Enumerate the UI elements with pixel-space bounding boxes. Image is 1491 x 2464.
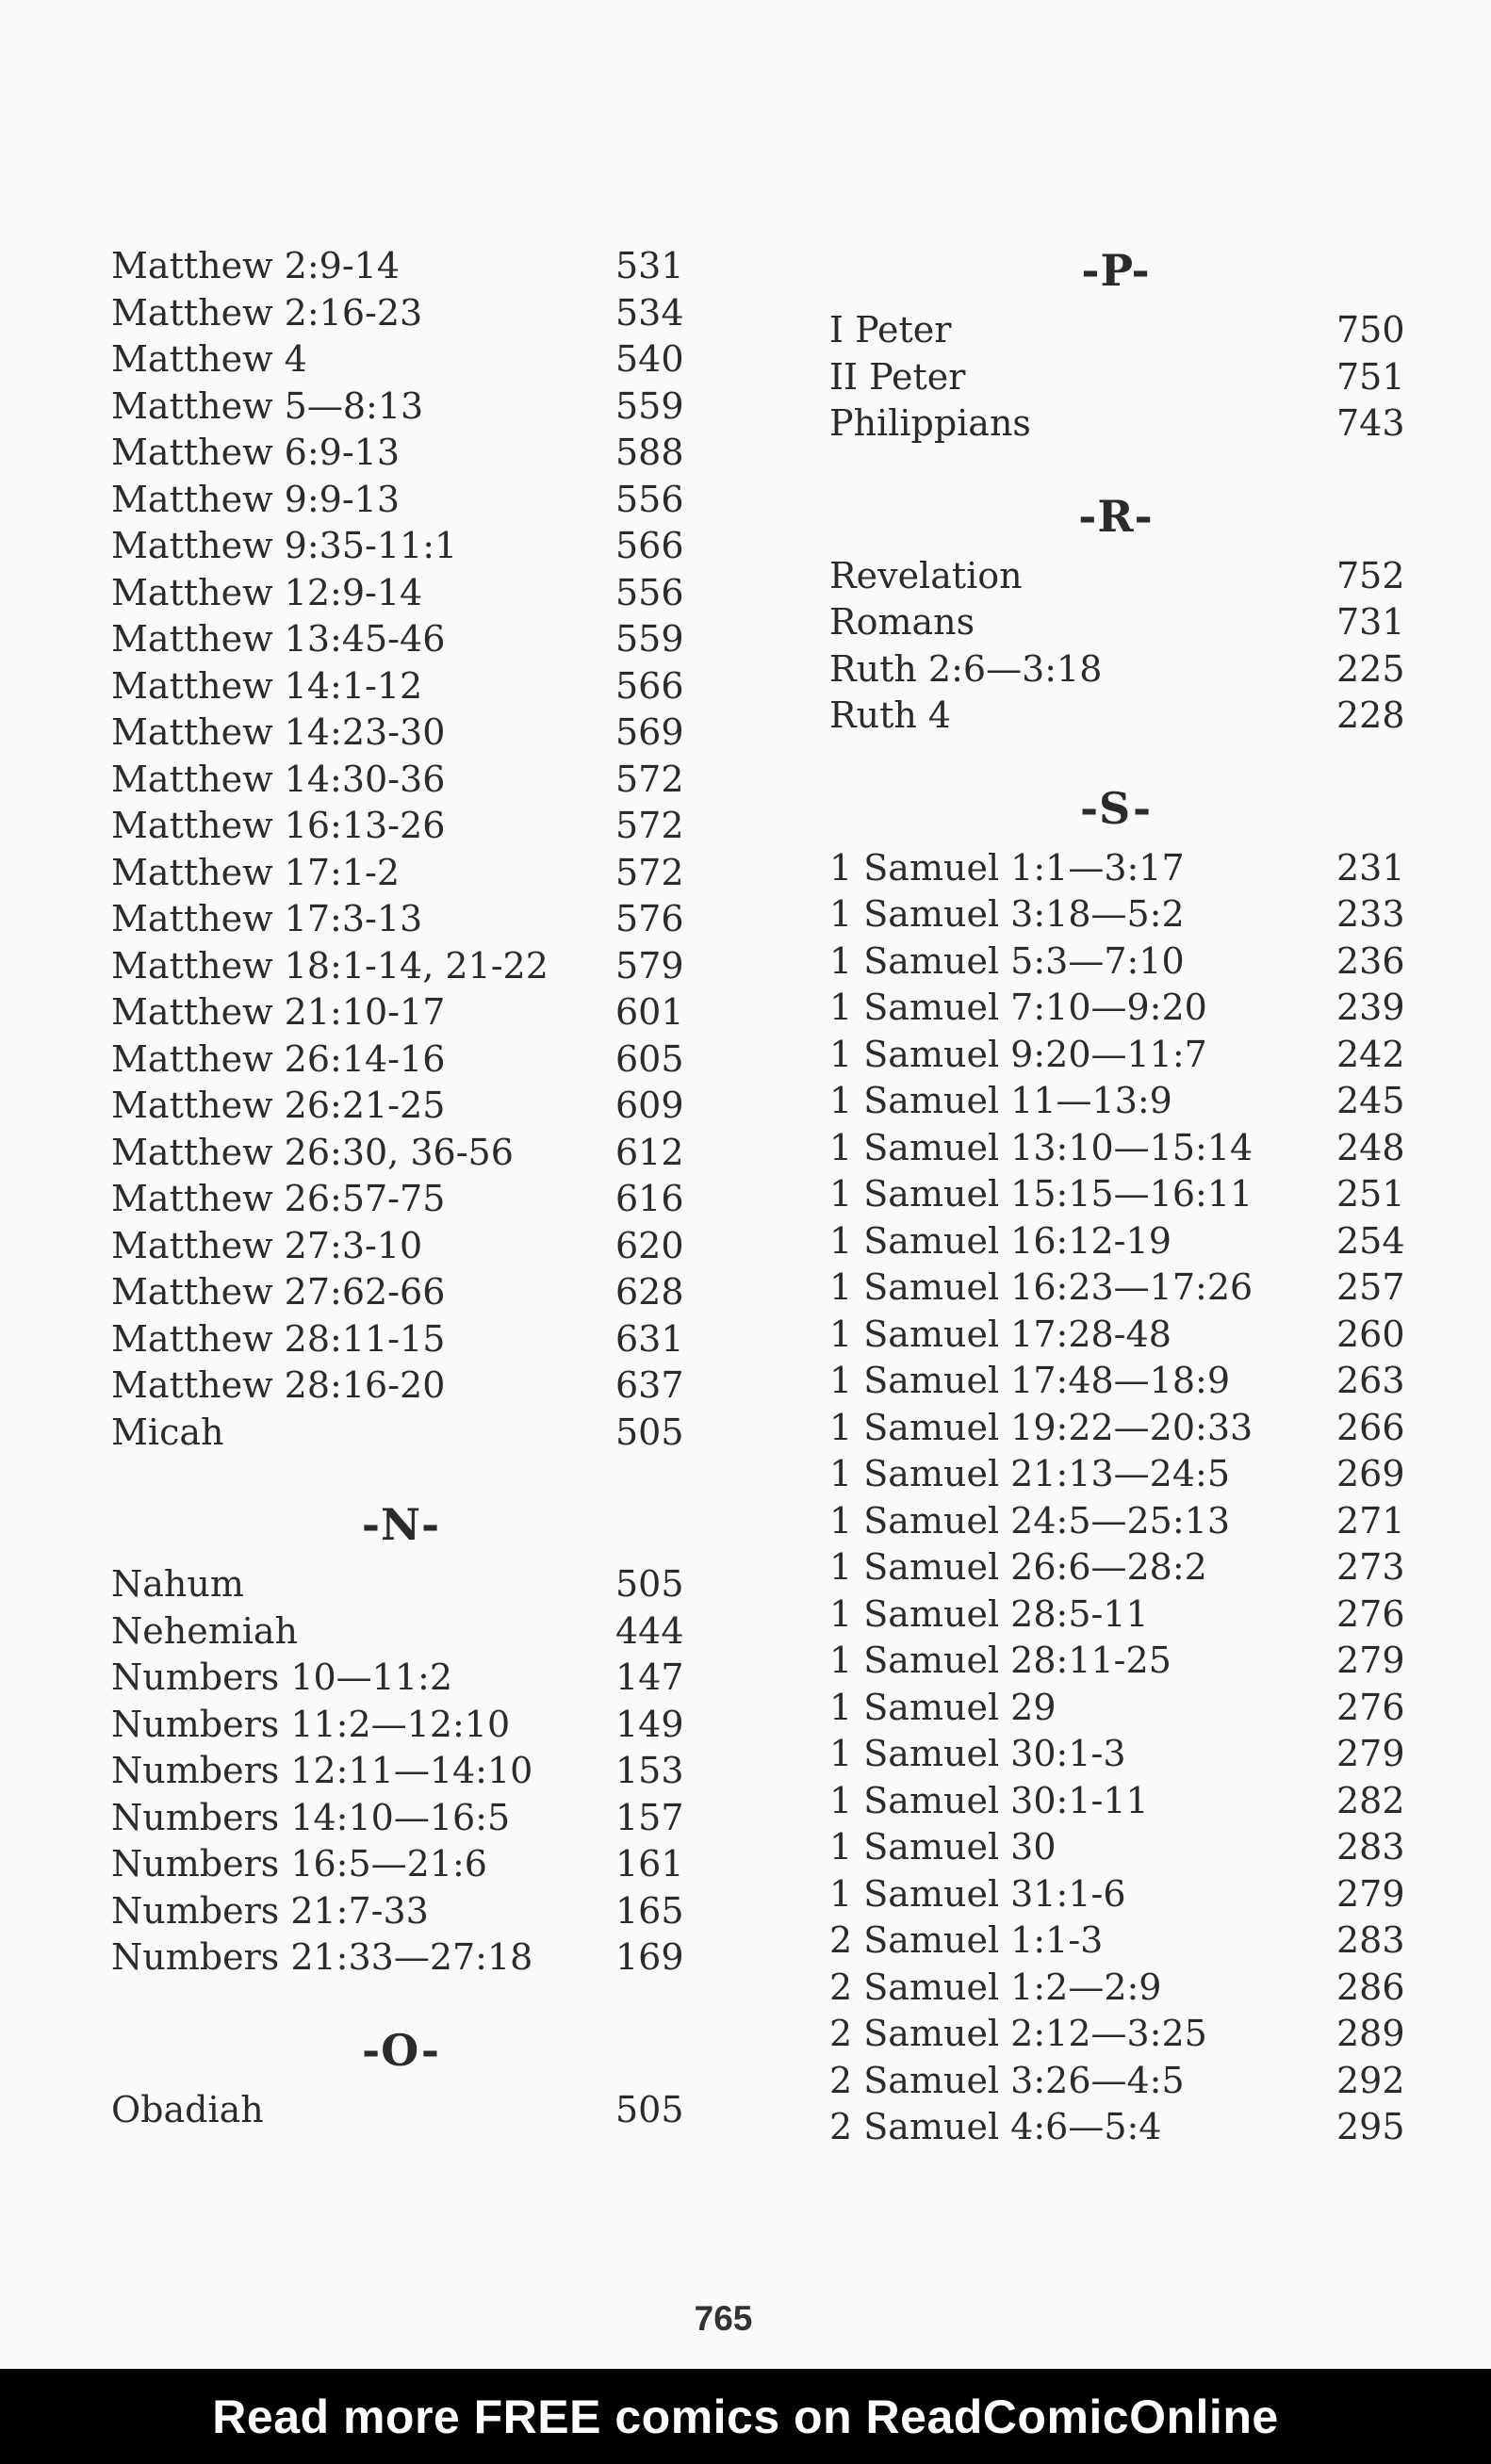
entry-page-number: 242 [1336,1033,1405,1075]
entry-page-number: 286 [1336,1966,1405,2008]
entry-reference: I Peter [829,309,952,351]
section-gap [829,448,1402,489]
entry-reference: Matthew 17:3-13 [111,898,423,939]
index-entry [829,307,1405,354]
entry-reference: Matthew 26:21-25 [111,1085,446,1126]
entry-reference: Matthew 27:62-66 [111,1271,446,1313]
entry-reference: Romans [829,601,975,643]
index-entry [111,896,691,943]
page-number: 765 [694,2299,753,2338]
index-entry [111,710,691,757]
entry-page-number: 149 [615,1703,684,1745]
entry-reference: Matthew 2:9-14 [111,245,401,286]
index-entry [111,243,691,290]
entry-page-number: 556 [615,478,684,520]
index-entry [829,553,1405,600]
entry-page-number: 276 [1336,1592,1405,1635]
section-heading-n: -N- [361,1499,441,1550]
entry-page-number: 569 [615,711,684,753]
entry-reference: Matthew 14:1-12 [111,664,423,707]
entry-page-number: 231 [1336,846,1405,889]
entry-reference: Matthew 21:10-17 [111,991,446,1033]
index-entry [111,1934,691,1982]
entry-reference: Ruth 2:6—3:18 [829,647,1103,690]
section-heading-o: -O- [362,2024,440,2076]
entry-page-number: 750 [1336,309,1405,351]
index-entry [111,1410,691,1457]
entry-reference: Numbers 21:33—27:18 [111,1936,533,1978]
entry-page-number: 279 [1336,1872,1405,1915]
entry-page-number: 257 [1336,1266,1405,1308]
entry-page-number: 245 [1336,1080,1405,1121]
entry-reference: Matthew 14:23-30 [111,711,446,753]
index-entry [111,290,691,337]
index-entry [829,1265,1405,1312]
entry-page-number: 283 [1336,1826,1405,1868]
entry-page-number: 588 [615,432,684,473]
entry-reference: 1 Samuel 17:28-48 [829,1313,1172,1355]
entry-reference: 1 Samuel 28:11-25 [829,1640,1172,1681]
entry-reference: Matthew 4 [111,338,307,380]
entry-page-number: 601 [615,991,684,1033]
entry-reference: 1 Samuel 15:15—16:11 [829,1173,1253,1215]
s-entries-list [829,845,1405,2151]
heading-gap [829,836,1402,845]
index-entry [829,1032,1405,1079]
entry-page-number: 572 [615,805,684,846]
entry-page-number: 273 [1336,1546,1405,1588]
entry-reference: Matthew 28:16-20 [111,1364,446,1406]
entry-page-number: 559 [615,384,684,427]
index-entry [111,1223,691,1270]
entry-page-number: 295 [1336,2106,1405,2147]
index-entry [829,693,1405,740]
entry-reference: Nehemiah [111,1609,299,1652]
entry-page-number: 531 [615,245,684,286]
index-entry [829,1312,1405,1359]
entry-reference: 1 Samuel 19:22—20:33 [829,1406,1253,1448]
index-entry [829,1917,1405,1965]
entry-reference: Matthew 26:57-75 [111,1178,446,1219]
index-entry [111,1083,691,1130]
section-heading-p: -P- [1081,245,1151,296]
entry-page-number: 225 [1336,647,1405,690]
index-entry [829,1451,1405,1498]
index-entry [829,2104,1405,2151]
index-entry [829,1778,1405,1825]
index-entry [829,1685,1405,1732]
entry-reference: 1 Samuel 24:5—25:13 [829,1499,1231,1542]
entry-reference: Philippians [829,402,1031,444]
entry-page-number: 269 [1336,1453,1405,1494]
entry-reference: Numbers 21:7-33 [111,1889,429,1932]
index-entry [829,891,1405,938]
entry-page-number: 751 [1336,355,1405,398]
o-entries-list [111,2087,691,2134]
index-entry [111,1841,691,1888]
entry-reference: Matthew 6:9-13 [111,432,401,473]
entry-reference: Matthew 13:45-46 [111,618,446,660]
entry-page-number: 228 [1336,694,1405,736]
entry-page-number: 276 [1336,1686,1405,1728]
entry-page-number: 566 [615,664,684,707]
entry-page-number: 556 [615,571,684,613]
index-entry [829,1638,1405,1685]
index-entry [829,2058,1405,2105]
index-entry [829,1965,1405,2012]
index-entry [111,1702,691,1749]
index-entry [111,1608,691,1656]
entry-reference: Micah [111,1411,224,1453]
entry-reference: 1 Samuel 13:10—15:14 [829,1126,1253,1168]
entry-page-number: 239 [1336,987,1405,1028]
index-entry [829,1171,1405,1218]
entry-page-number: 233 [1336,893,1405,935]
index-entry [111,1036,691,1084]
r-entries-list [829,553,1405,740]
entry-page-number: 292 [1336,2059,1405,2101]
entry-reference: 1 Samuel 7:10—9:20 [829,987,1207,1028]
index-entry [111,803,691,850]
entry-reference: Matthew 9:35-11:1 [111,525,458,566]
entry-page-number: 540 [615,338,684,380]
entry-reference: 1 Samuel 30:1-3 [829,1733,1126,1774]
index-entry [829,845,1405,892]
entry-page-number: 165 [615,1889,684,1932]
index-entry [829,938,1405,986]
entry-reference: Matthew 27:3-10 [111,1224,423,1266]
entry-page-number: 566 [615,525,684,566]
heading-gap [829,298,1402,307]
m-entries-list [111,243,691,1456]
index-entry [111,1795,691,1842]
entry-reference: Matthew 12:9-14 [111,571,423,613]
index-entry [111,477,691,524]
entry-page-number: 534 [615,291,684,334]
entry-reference: Numbers 14:10—16:5 [111,1796,511,1838]
index-entry [829,1125,1405,1172]
entry-reference: Matthew 18:1-14, 21-22 [111,944,549,987]
entry-page-number: 282 [1336,1779,1405,1821]
entry-page-number: 236 [1336,939,1405,982]
entry-page-number: 637 [615,1364,684,1406]
entry-reference: Numbers 16:5—21:6 [111,1843,487,1885]
entry-reference: Matthew 26:14-16 [111,1037,446,1080]
entry-page-number: 254 [1336,1219,1405,1262]
index-entry [111,1363,691,1410]
entry-reference: Numbers 10—11:2 [111,1656,453,1698]
index-entry [111,1655,691,1702]
entry-page-number: 271 [1336,1499,1405,1542]
entry-page-number: 612 [615,1131,684,1173]
index-entry [829,985,1405,1032]
index-entry [829,1591,1405,1639]
entry-page-number: 572 [615,758,684,800]
entry-reference: Numbers 12:11—14:10 [111,1750,533,1791]
index-entry [829,1731,1405,1778]
index-entry [829,599,1405,646]
entry-reference: Matthew 2:16-23 [111,291,423,334]
entry-reference: 2 Samuel 1:1-3 [829,1919,1104,1961]
entry-page-number: 572 [615,851,684,893]
section-gap [829,740,1402,781]
index-entry [111,989,691,1036]
index-entry [111,523,691,570]
entry-page-number: 559 [615,618,684,660]
index-entry [111,1130,691,1177]
index-left-column [111,243,691,2133]
entry-page-number: 279 [1336,1640,1405,1681]
entry-reference: Matthew 26:30, 36-56 [111,1131,514,1173]
heading-gap [111,2078,691,2087]
entry-page-number: 289 [1336,2013,1405,2054]
index-entry [111,1561,691,1608]
index-entry [829,1358,1405,1405]
entry-reference: Matthew 5—8:13 [111,384,424,427]
index-entry [111,757,691,804]
p-entries-list [829,307,1405,448]
entry-page-number: 147 [615,1656,684,1698]
entry-page-number: 279 [1336,1733,1405,1774]
entry-reference: 1 Samuel 17:48—18:9 [829,1360,1231,1401]
entry-reference: 1 Samuel 21:13—24:5 [829,1453,1231,1494]
entry-page-number: 505 [615,1411,684,1453]
index-entry [829,1218,1405,1265]
entry-reference: Matthew 9:9-13 [111,478,401,520]
entry-reference: 1 Samuel 30 [829,1826,1057,1868]
index-entry [829,1078,1405,1125]
entry-page-number: 153 [615,1750,684,1791]
entry-reference: Obadiah [111,2088,264,2130]
entry-reference: II Peter [829,355,966,398]
section-heading-r: -R- [1078,490,1154,542]
entry-page-number: 743 [1336,402,1405,444]
index-entry [829,1871,1405,1918]
entry-page-number: 752 [1336,554,1405,596]
entry-page-number: 263 [1336,1360,1405,1401]
entry-page-number: 161 [615,1843,684,1885]
entry-page-number: 505 [615,2088,684,2130]
entry-page-number: 605 [615,1037,684,1080]
n-entries-list [111,1561,691,1982]
entry-reference: 1 Samuel 1:1—3:17 [829,846,1185,889]
entry-reference: 2 Samuel 3:26—4:5 [829,2059,1185,2101]
entry-reference: Matthew 28:11-15 [111,1317,446,1360]
entry-reference: 2 Samuel 1:2—2:9 [829,1966,1162,2008]
heading-gap [111,1552,691,1561]
entry-reference: 1 Samuel 11—13:9 [829,1080,1172,1121]
entry-reference: Matthew 14:30-36 [111,758,446,800]
entry-page-number: 248 [1336,1126,1405,1168]
index-entry [829,1544,1405,1591]
index-entry [111,383,691,431]
entry-page-number: 251 [1336,1173,1405,1215]
entry-reference: Matthew 17:1-2 [111,851,401,893]
entry-page-number: 731 [1336,601,1405,643]
index-entry [111,1888,691,1935]
index-right-column [829,243,1405,2151]
entry-reference: 1 Samuel 16:23—17:26 [829,1266,1253,1308]
entry-reference: 1 Samuel 9:20—11:7 [829,1033,1207,1075]
entry-reference: Revelation [829,554,1023,596]
index-entry [111,616,691,663]
entry-reference: Matthew 16:13-26 [111,805,446,846]
index-entry [111,570,691,617]
section-gap [111,1456,691,1497]
entry-reference: 2 Samuel 4:6—5:4 [829,2106,1162,2147]
index-entry [829,354,1405,401]
entry-reference: 1 Samuel 16:12-19 [829,1219,1172,1262]
entry-reference: 2 Samuel 2:12—3:25 [829,2013,1207,2054]
index-entry [111,943,691,990]
entry-page-number: 616 [615,1178,684,1219]
entry-page-number: 157 [615,1796,684,1838]
entry-reference: 1 Samuel 28:5-11 [829,1592,1149,1635]
entry-page-number: 579 [615,944,684,987]
index-entry [111,336,691,383]
entry-page-number: 631 [615,1317,684,1360]
section-gap [111,1982,691,2023]
entry-page-number: 260 [1336,1313,1405,1355]
entry-reference: Nahum [111,1563,244,1605]
footer-banner-link[interactable]: Read more FREE comics on ReadComicOnline [0,2369,1491,2464]
index-entry [829,646,1405,694]
entry-page-number: 576 [615,898,684,939]
index-entry [829,1824,1405,1871]
entry-page-number: 169 [615,1936,684,1978]
index-entry [111,2087,691,2134]
index-entry [111,663,691,710]
index-entry [111,1316,691,1363]
entry-reference: Ruth 4 [829,694,952,736]
entry-reference: 1 Samuel 30:1-11 [829,1779,1149,1821]
entry-page-number: 609 [615,1085,684,1126]
index-entry [111,1176,691,1223]
entry-page-number: 620 [615,1224,684,1266]
index-entry [111,430,691,477]
entry-reference: 1 Samuel 29 [829,1686,1057,1728]
entry-reference: 1 Samuel 5:3—7:10 [829,939,1185,982]
index-entry [111,1269,691,1316]
heading-gap [829,544,1402,553]
entry-reference: 1 Samuel 31:1-6 [829,1872,1126,1915]
entry-page-number: 266 [1336,1406,1405,1448]
entry-page-number: 283 [1336,1919,1405,1961]
index-entry [829,2011,1405,2058]
entry-page-number: 628 [615,1271,684,1313]
index-entry [829,1498,1405,1545]
section-heading-s: -S- [1079,782,1153,834]
entry-reference: 1 Samuel 26:6—28:2 [829,1546,1207,1588]
entry-page-number: 444 [615,1609,684,1652]
index-entry [111,1748,691,1795]
entry-page-number: 505 [615,1563,684,1605]
entry-reference: Numbers 11:2—12:10 [111,1703,511,1745]
index-entry [829,400,1405,448]
index-entry [829,1405,1405,1452]
entry-reference: 1 Samuel 3:18—5:2 [829,893,1185,935]
index-entry [111,850,691,897]
